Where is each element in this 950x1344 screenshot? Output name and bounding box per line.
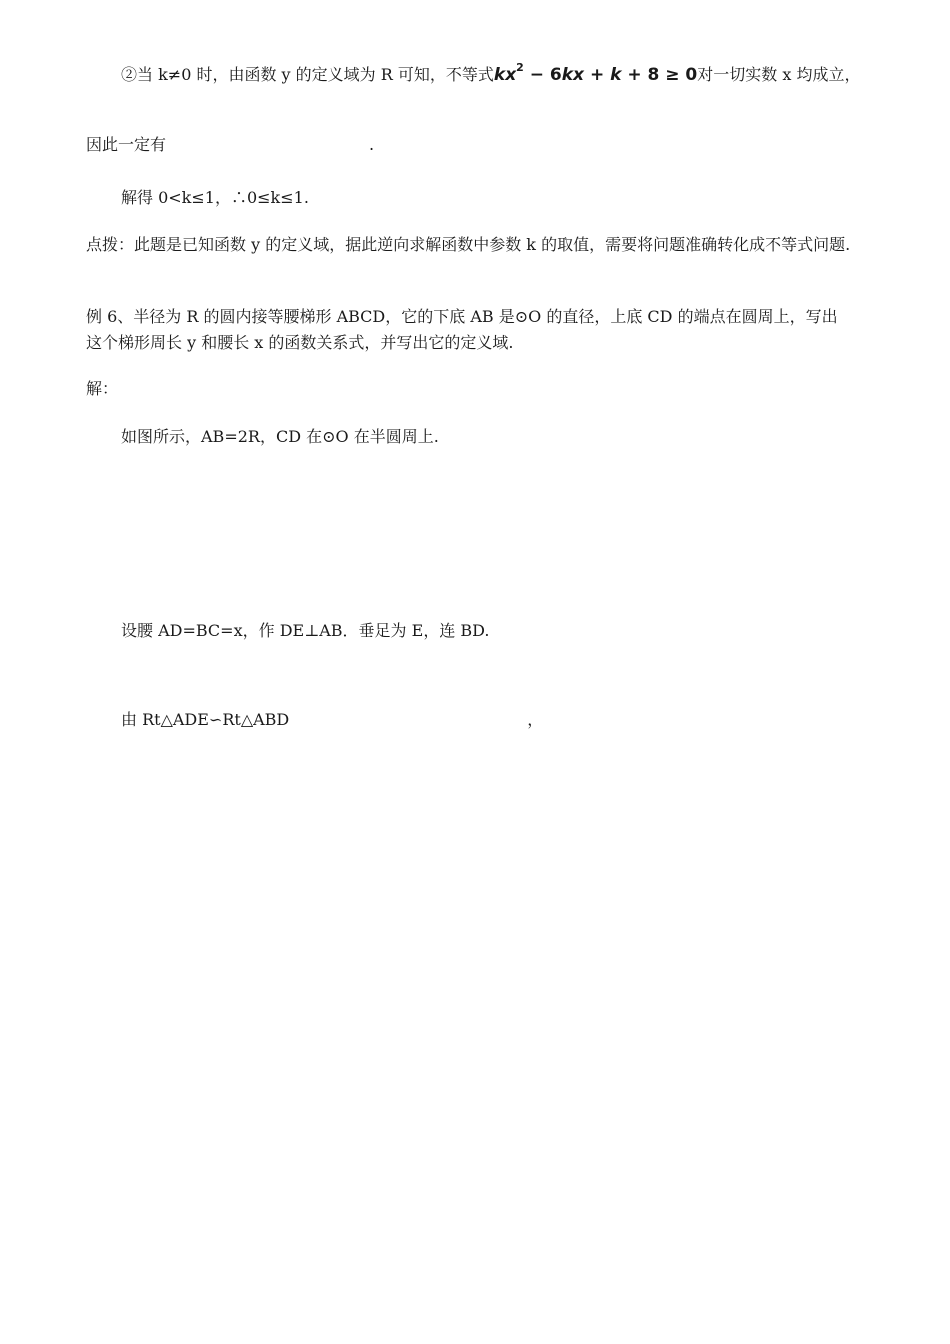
condition-text-before: ②当 k≠0 时，由函数 y 的定义域为 R 可知，不等式: [121, 65, 494, 84]
solution-line: 解得 0<k≤1，∴0≤k≤1.: [121, 188, 309, 207]
therefore-text: 因此一定有: [86, 135, 167, 154]
condition-text-after: 对一切实数 x 均成立，: [697, 65, 861, 84]
solve-label: 解：: [86, 379, 119, 398]
condition-line: [121, 56, 860, 87]
similar-triangles-text: 由 Rt△ADE∽Rt△ABD: [121, 710, 290, 729]
inequality-formula: $kx^2 - 6kx + k + 8 \ge 0$: [493, 61, 698, 85]
setup-line: 设腰 AD=BC=x，作 DE⊥AB．垂足为 E，连 BD.: [121, 621, 490, 640]
similar-triangles-line: [121, 708, 543, 732]
example-6-paragraph: 例 6、半径为 R 的圆内接等腰梯形 ABCD，它的下底 AB 是⊙O 的直径，上底 CD 的端点在圆周上，写出这个梯形周长 y 和腰长 x 的函数关系式，并写出它的定义域.: [86, 307, 838, 352]
therefore-line: [86, 133, 374, 157]
therefore-period: .: [369, 135, 375, 154]
similar-triangles-comma: ，: [527, 710, 544, 729]
tip-paragraph: 点拨：此题是已知函数 y 的定义域，据此逆向求解函数中参数 k 的取值，需要将问题准确转化成不等式问题.: [86, 235, 851, 254]
figure-line: 如图所示，AB=2R，CD 在⊙O 在半圆周上.: [121, 427, 439, 446]
